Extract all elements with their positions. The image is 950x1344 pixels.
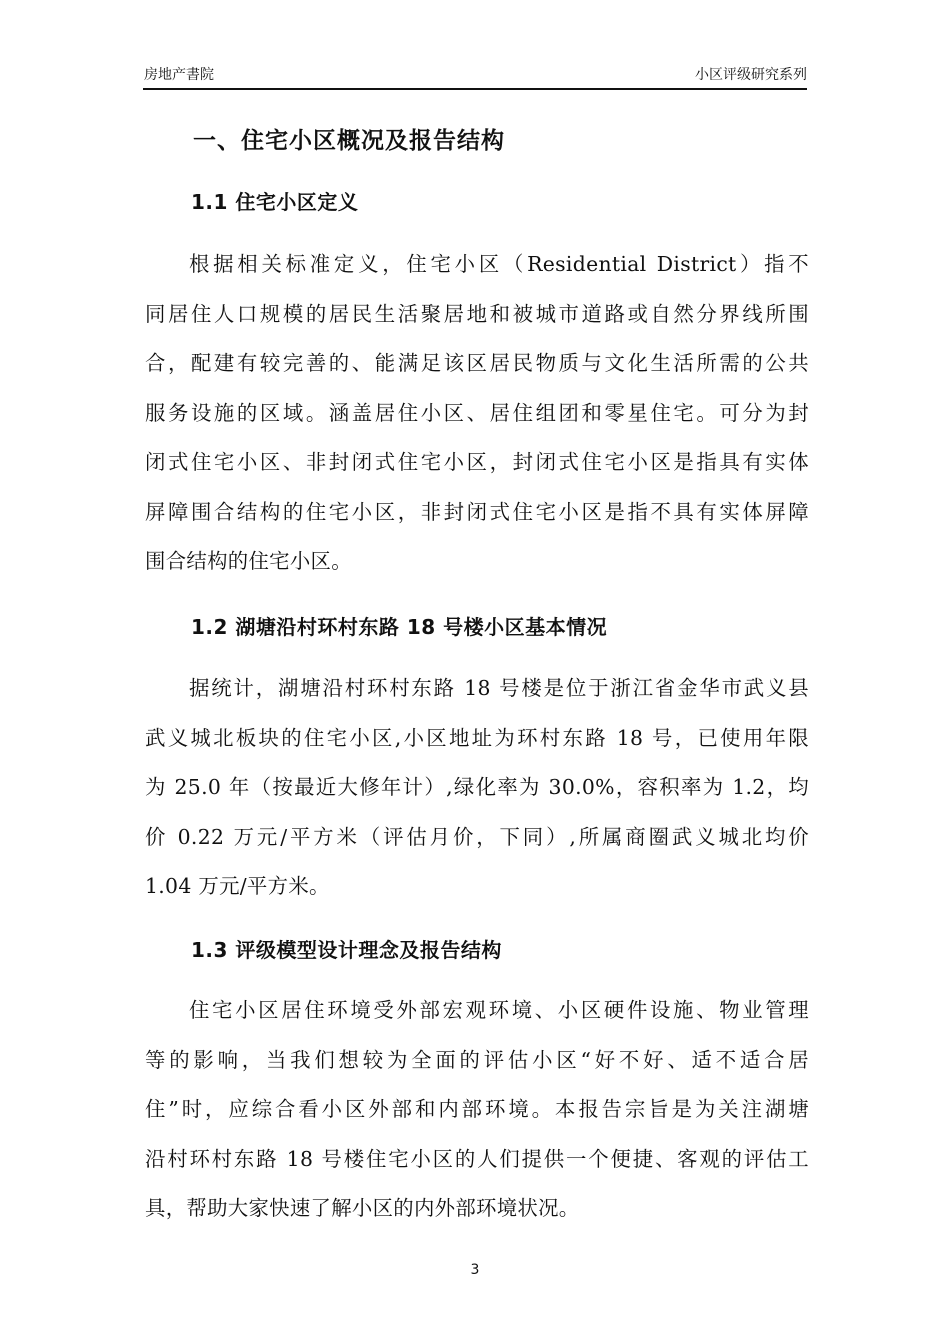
paragraph-basic-info — [145, 664, 809, 912]
paragraph-line: 住”时，应综合看小区外部和内部环境。本报告宗旨是为关注湖塘 — [145, 1097, 809, 1121]
paragraph-definition — [145, 240, 809, 587]
paragraph-line: 为 25.0 年（按最近大修年计）,绿化率为 30.0%，容积率为 1.2，均 — [145, 775, 809, 799]
paragraph-line: 根据相关标准定义，住宅小区（Residential District）指不 — [189, 252, 809, 276]
paragraph-line: 1.04 万元/平方米。 — [145, 874, 330, 898]
subsection-title-1-1: 1.1 住宅小区定义 — [191, 190, 359, 214]
paragraph-line: 住宅小区居住环境受外部宏观环境、小区硬件设施、物业管理 — [189, 998, 809, 1022]
paragraph-line: 屏障围合结构的住宅小区，非封闭式住宅小区是指不具有实体屏障 — [145, 499, 809, 524]
paragraph-line: 沿村环村东路 18 号楼住宅小区的人们提供一个便捷、客观的评估工 — [145, 1146, 809, 1171]
header-publisher: 房地产書院 — [144, 67, 214, 83]
header-series: 小区评级研究系列 — [695, 67, 807, 83]
paragraph-line: 合，配建有较完善的、能满足该区居民物质与文化生活所需的公共 — [145, 351, 809, 375]
paragraph-model-design — [145, 986, 809, 1234]
page-header — [143, 66, 807, 90]
paragraph-line: 服务设施的区域。涵盖居住小区、居住组团和零星住宅。可分为封 — [145, 400, 809, 425]
paragraph-line: 据统计，湖塘沿村环村东路 18 号楼是位于浙江省金华市武义县 — [189, 676, 809, 700]
page-number: 3 — [470, 1262, 480, 1278]
paragraph-line: 价 0.22 万元/平方米（评估月价，下同）,所属商圈武义城北均价 — [145, 824, 809, 849]
paragraph-line: 等的影响，当我们想较为全面的评估小区“好不好、适不适合居 — [145, 1047, 809, 1072]
section-title: 一、住宅小区概况及报告结构 — [193, 128, 505, 154]
paragraph-line: 具，帮助大家快速了解小区的内外部环境状况。 — [145, 1196, 580, 1220]
subsection-title-1-2: 1.2 湖塘沿村环村东路 18 号楼小区基本情况 — [191, 615, 608, 639]
paragraph-line: 闭式住宅小区、非封闭式住宅小区，封闭式住宅小区是指具有实体 — [145, 450, 809, 474]
paragraph-line: 武义城北板块的住宅小区,小区地址为环村东路 18 号，已使用年限 — [145, 725, 809, 750]
paragraph-line: 同居住人口规模的居民生活聚居地和被城市道路或自然分界线所围 — [145, 301, 809, 326]
subsection-title-1-3: 1.3 评级模型设计理念及报告结构 — [191, 938, 502, 962]
paragraph-line: 围合结构的住宅小区。 — [145, 549, 352, 573]
